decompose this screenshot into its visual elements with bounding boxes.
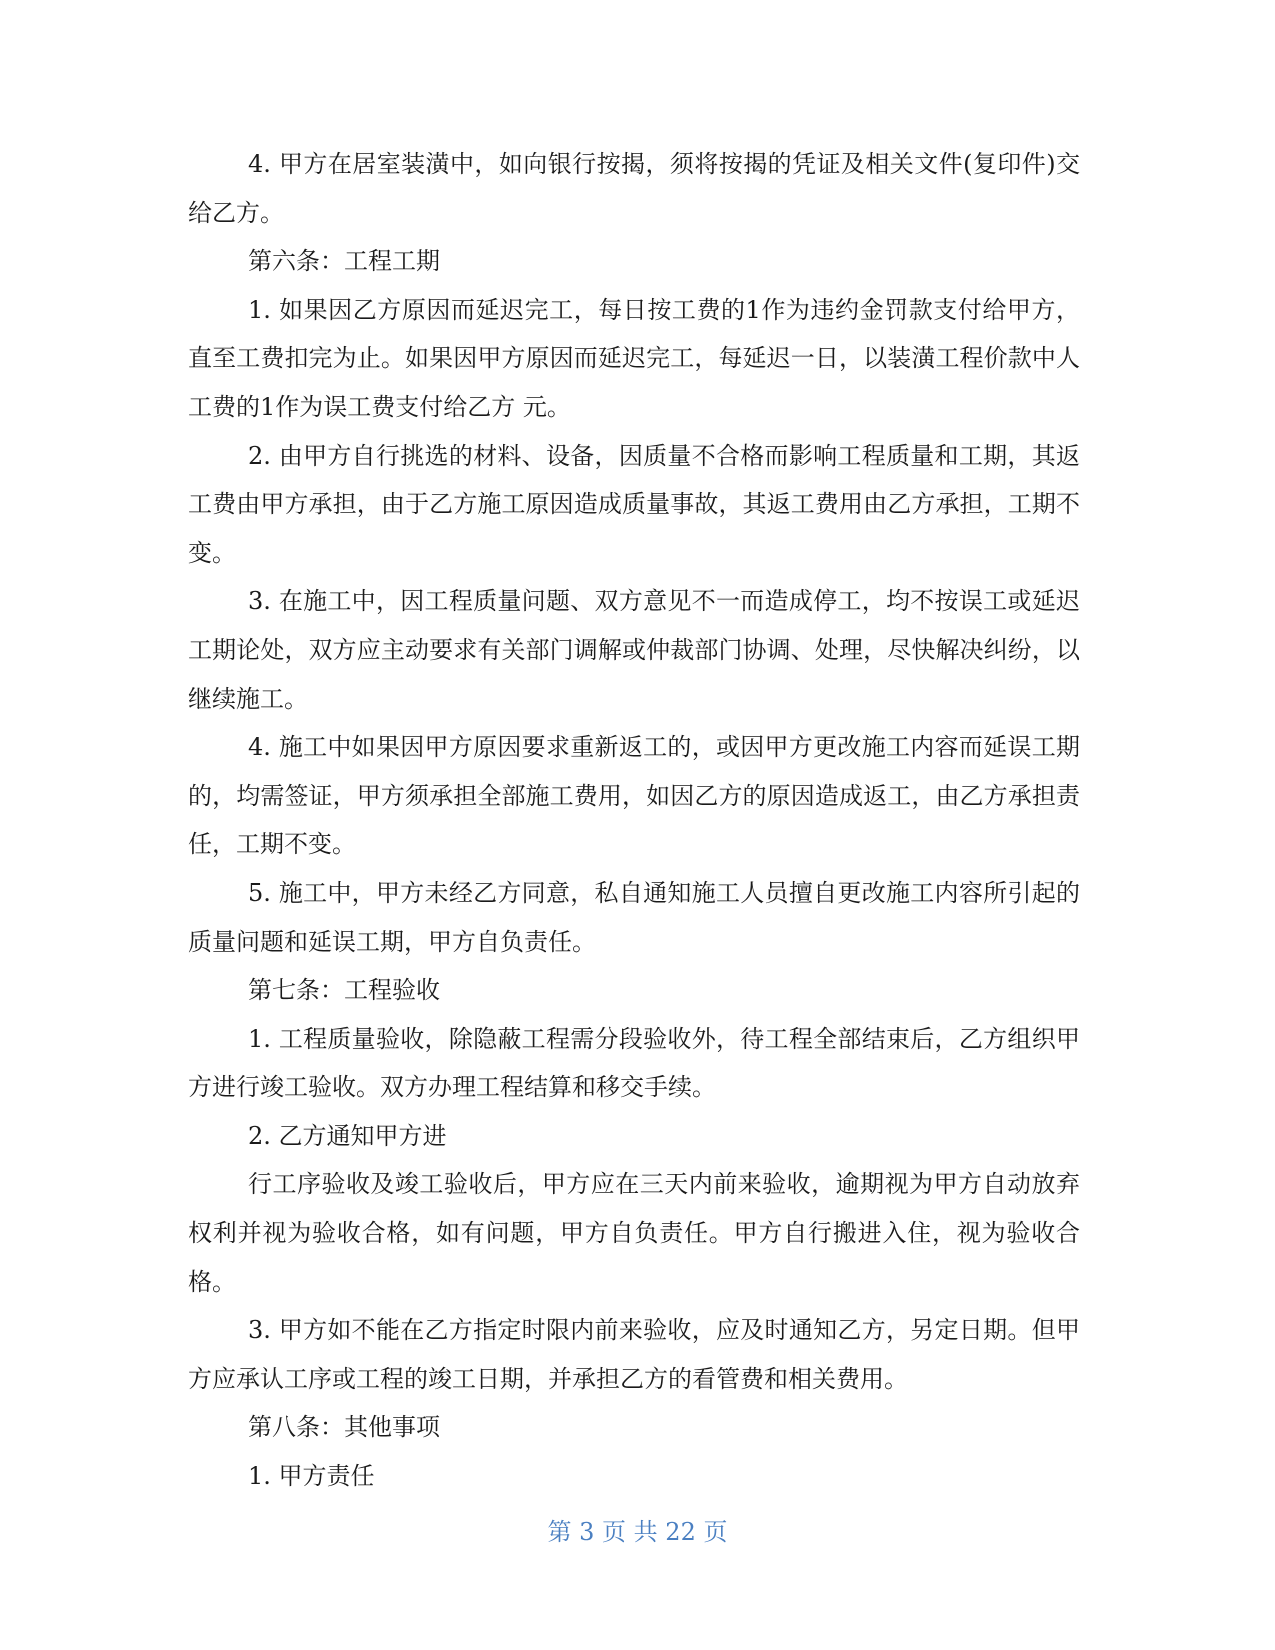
paragraph-6-3: 3. 在施工中，因工程质量问题、双方意见不一而造成停工，均不按误工或延迟工期论处，双方应主动要求有关部门调解或仲裁部门协调、处理，尽快解决纠纷，以继续施工。	[188, 587, 1080, 713]
section-heading-6: 第六条：工程工期	[248, 247, 440, 276]
paragraph-6-5: 5. 施工中，甲方未经乙方同意，私自通知施工人员擅自更改施工内容所引起的质量问题和延误工期，甲方自负责任。	[188, 878, 1080, 956]
paragraph-7-3: 3. 甲方如不能在乙方指定时限内前来验收，应及时通知乙方，另定日期。但甲方应承认工序或工程的竣工日期，并承担乙方的看管费和相关费用。	[188, 1316, 1080, 1393]
paragraph-5-4: 4. 甲方在居室装潢中，如向银行按揭，须将按揭的凭证及相关文件(复印件)交给乙方。	[188, 150, 1080, 227]
paragraph-6-4: 4. 施工中如果因甲方原因要求重新返工的，或因甲方更改施工内容而延误工期的，均需签证，甲方须承担全部施工费用，如因乙方的原因造成返工，由乙方承担责任，工期不变。	[188, 733, 1080, 859]
paragraph-8-1: 1. 甲方责任	[248, 1462, 375, 1491]
paragraph-7-2-cont: 行工序验收及竣工验收后，甲方应在三天内前来验收，逾期视为甲方自动放弃权利并视为验收合格，如有问题，甲方自负责任。甲方自行搬进入住，视为验收合格。	[188, 1170, 1080, 1296]
page-number-footer: 第 3 页 共 22 页	[547, 1518, 728, 1546]
paragraph-7-1: 1. 工程质量验收，除隐蔽工程需分段验收外，待工程全部结束后，乙方组织甲方进行竣工验收。双方办理工程结算和移交手续。	[188, 1024, 1080, 1102]
paragraph-7-2: 2. 乙方通知甲方进	[248, 1121, 447, 1150]
section-heading-8: 第八条：其他事项	[248, 1413, 440, 1442]
document-body	[188, 140, 1080, 1501]
section-heading-7: 第七条：工程验收	[248, 976, 440, 1005]
paragraph-6-1: 1. 如果因乙方原因而延迟完工，每日按工费的1作为违约金罚款支付给甲方，直至工费扣完为止。如果因甲方原因而延迟完工，每延迟一日，以装潢工程价款中人工费的1作为误工费支付给乙方 元。	[188, 295, 1080, 421]
paragraph-6-2: 2. 由甲方自行挑选的材料、设备，因质量不合格而影响工程质量和工期，其返工费由甲方承担，由于乙方施工原因造成质量事故，其返工费用由乙方承担，工期不变。	[188, 441, 1080, 567]
